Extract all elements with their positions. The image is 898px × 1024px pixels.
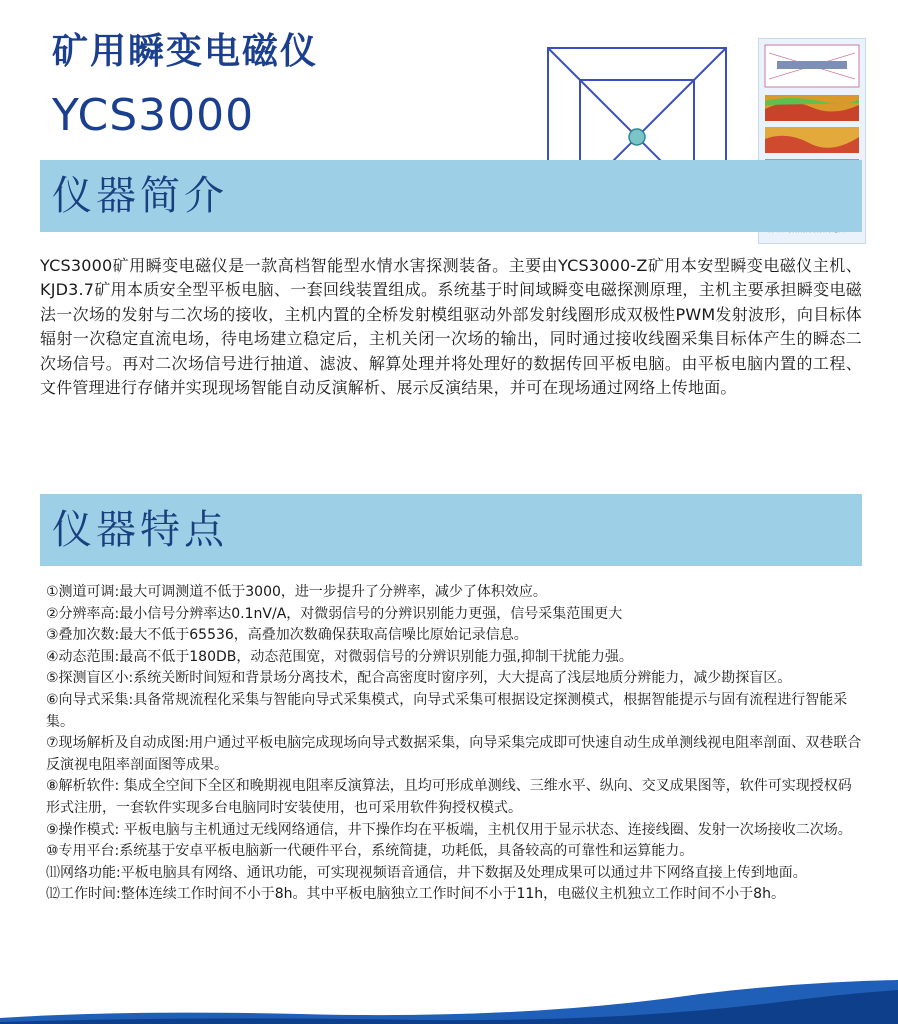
section-title-intro: 仪器简介 bbox=[52, 173, 228, 219]
feature-item: ⑦现场解析及自动成图:用户通过平板电脑完成现场向导式数据采集，向导采集完成即可快速自动生成单测线视电阻率剖面、双巷联合反演视电阻率剖面图等成果。 bbox=[46, 735, 862, 773]
feature-list bbox=[46, 582, 864, 906]
section-header-features bbox=[40, 494, 862, 566]
feature-item: ⑿工作时间:整体连续工作时间不小于8h。其中平板电脑独立工作时间不小于11h，电磁仪主机独立工作时间不小于8h。 bbox=[46, 886, 785, 903]
feature-item: ⑤探测盲区小:系统关断时间短和背景场分离技术，配合高密度时窗序列，大大提高了浅层地质分辨能力，减少勘探盲区。 bbox=[46, 670, 792, 687]
feature-item: ②分辨率高:最小信号分辨率达0.1nV/A，对微弱信号的分辨识别能力更强，信号采集范围更大 bbox=[46, 605, 623, 622]
feature-item: ⑧解析软件: 集成全空间下全区和晚期视电阻率反演算法，且均可形成单测线、三维水平、纵向、交叉成果图等，软件可实现授权码形式注册，一套软件实现多台电脑同时安装使用，也可采用软件狗授权模式。 bbox=[46, 778, 852, 816]
footer-wave-decoration bbox=[0, 980, 898, 1024]
feature-item: ⑩专用平台:系统基于安卓平板电脑新一代硬件平台，系统简捷，功耗低，具备较高的可靠性和运算能力。 bbox=[46, 843, 694, 860]
feature-item: ⑨操作模式: 平板电脑与主机通过无线网络通信，井下操作均在平板端，主机仅用于显示状态、连接线圈、发射一次场接收二次场。 bbox=[46, 821, 852, 838]
feature-item: ⑾网络功能:平板电脑具有网络、通讯功能，可实现视频语音通信，井下数据及处理成果可以通过井下网络直接上传到地面。 bbox=[46, 864, 807, 881]
section-title-features: 仪器特点 bbox=[52, 507, 228, 553]
section-header-intro bbox=[40, 160, 862, 232]
feature-item: ③叠加次数:最大不低于65536，高叠加次数确保获取高信噪比原始记录信息。 bbox=[46, 627, 528, 644]
product-title: 矿用瞬变电磁仪 bbox=[52, 31, 319, 72]
intro-paragraph: YCS3000矿用瞬变电磁仪是一款高档智能型水情水害探测装备。主要由YCS3000-Z矿用本安型瞬变电磁仪主机、KJD3.7矿用本质安全型平板电脑、一套回线装置组成。系统基于时间域瞬变电磁探测原理，主机主要承担瞬变电磁法一次场的发射与二次场的接收，主机内置的全桥发射模组驱动外部发射线圈形成双极性PWM发射波形，向目标体辐射一次稳定直流电场，待电场建立稳定后，主机关闭一次场的输出，同时通过接收线圈采集目标体产生的瞬态二次场信号。再对二次场信号进行抽道、滤波、解算处理并将处理好的数据传回平板电脑。由平板电脑内置的工程、文件管理进行存储并实现现场智能自动反演解析、展示反演结果，并可在现场通过网络上传地面。 bbox=[40, 256, 862, 398]
feature-item: ⑥向导式采集:具备常规流程化采集与智能向导式采集模式，向导式采集可根据设定探测模式，根据智能提示与固有流程进行智能采集。 bbox=[46, 691, 848, 730]
feature-item: ④动态范围:最高不低于180DB，动态范围宽，对微弱信号的分辨识别能力强,抑制干扰能力强。 bbox=[46, 648, 633, 665]
feature-item: ①测道可调:最大可调测道不低于3000，进一步提升了分辨率，减少了体积效应。 bbox=[46, 584, 547, 600]
product-model: YCS3000 bbox=[52, 90, 255, 141]
